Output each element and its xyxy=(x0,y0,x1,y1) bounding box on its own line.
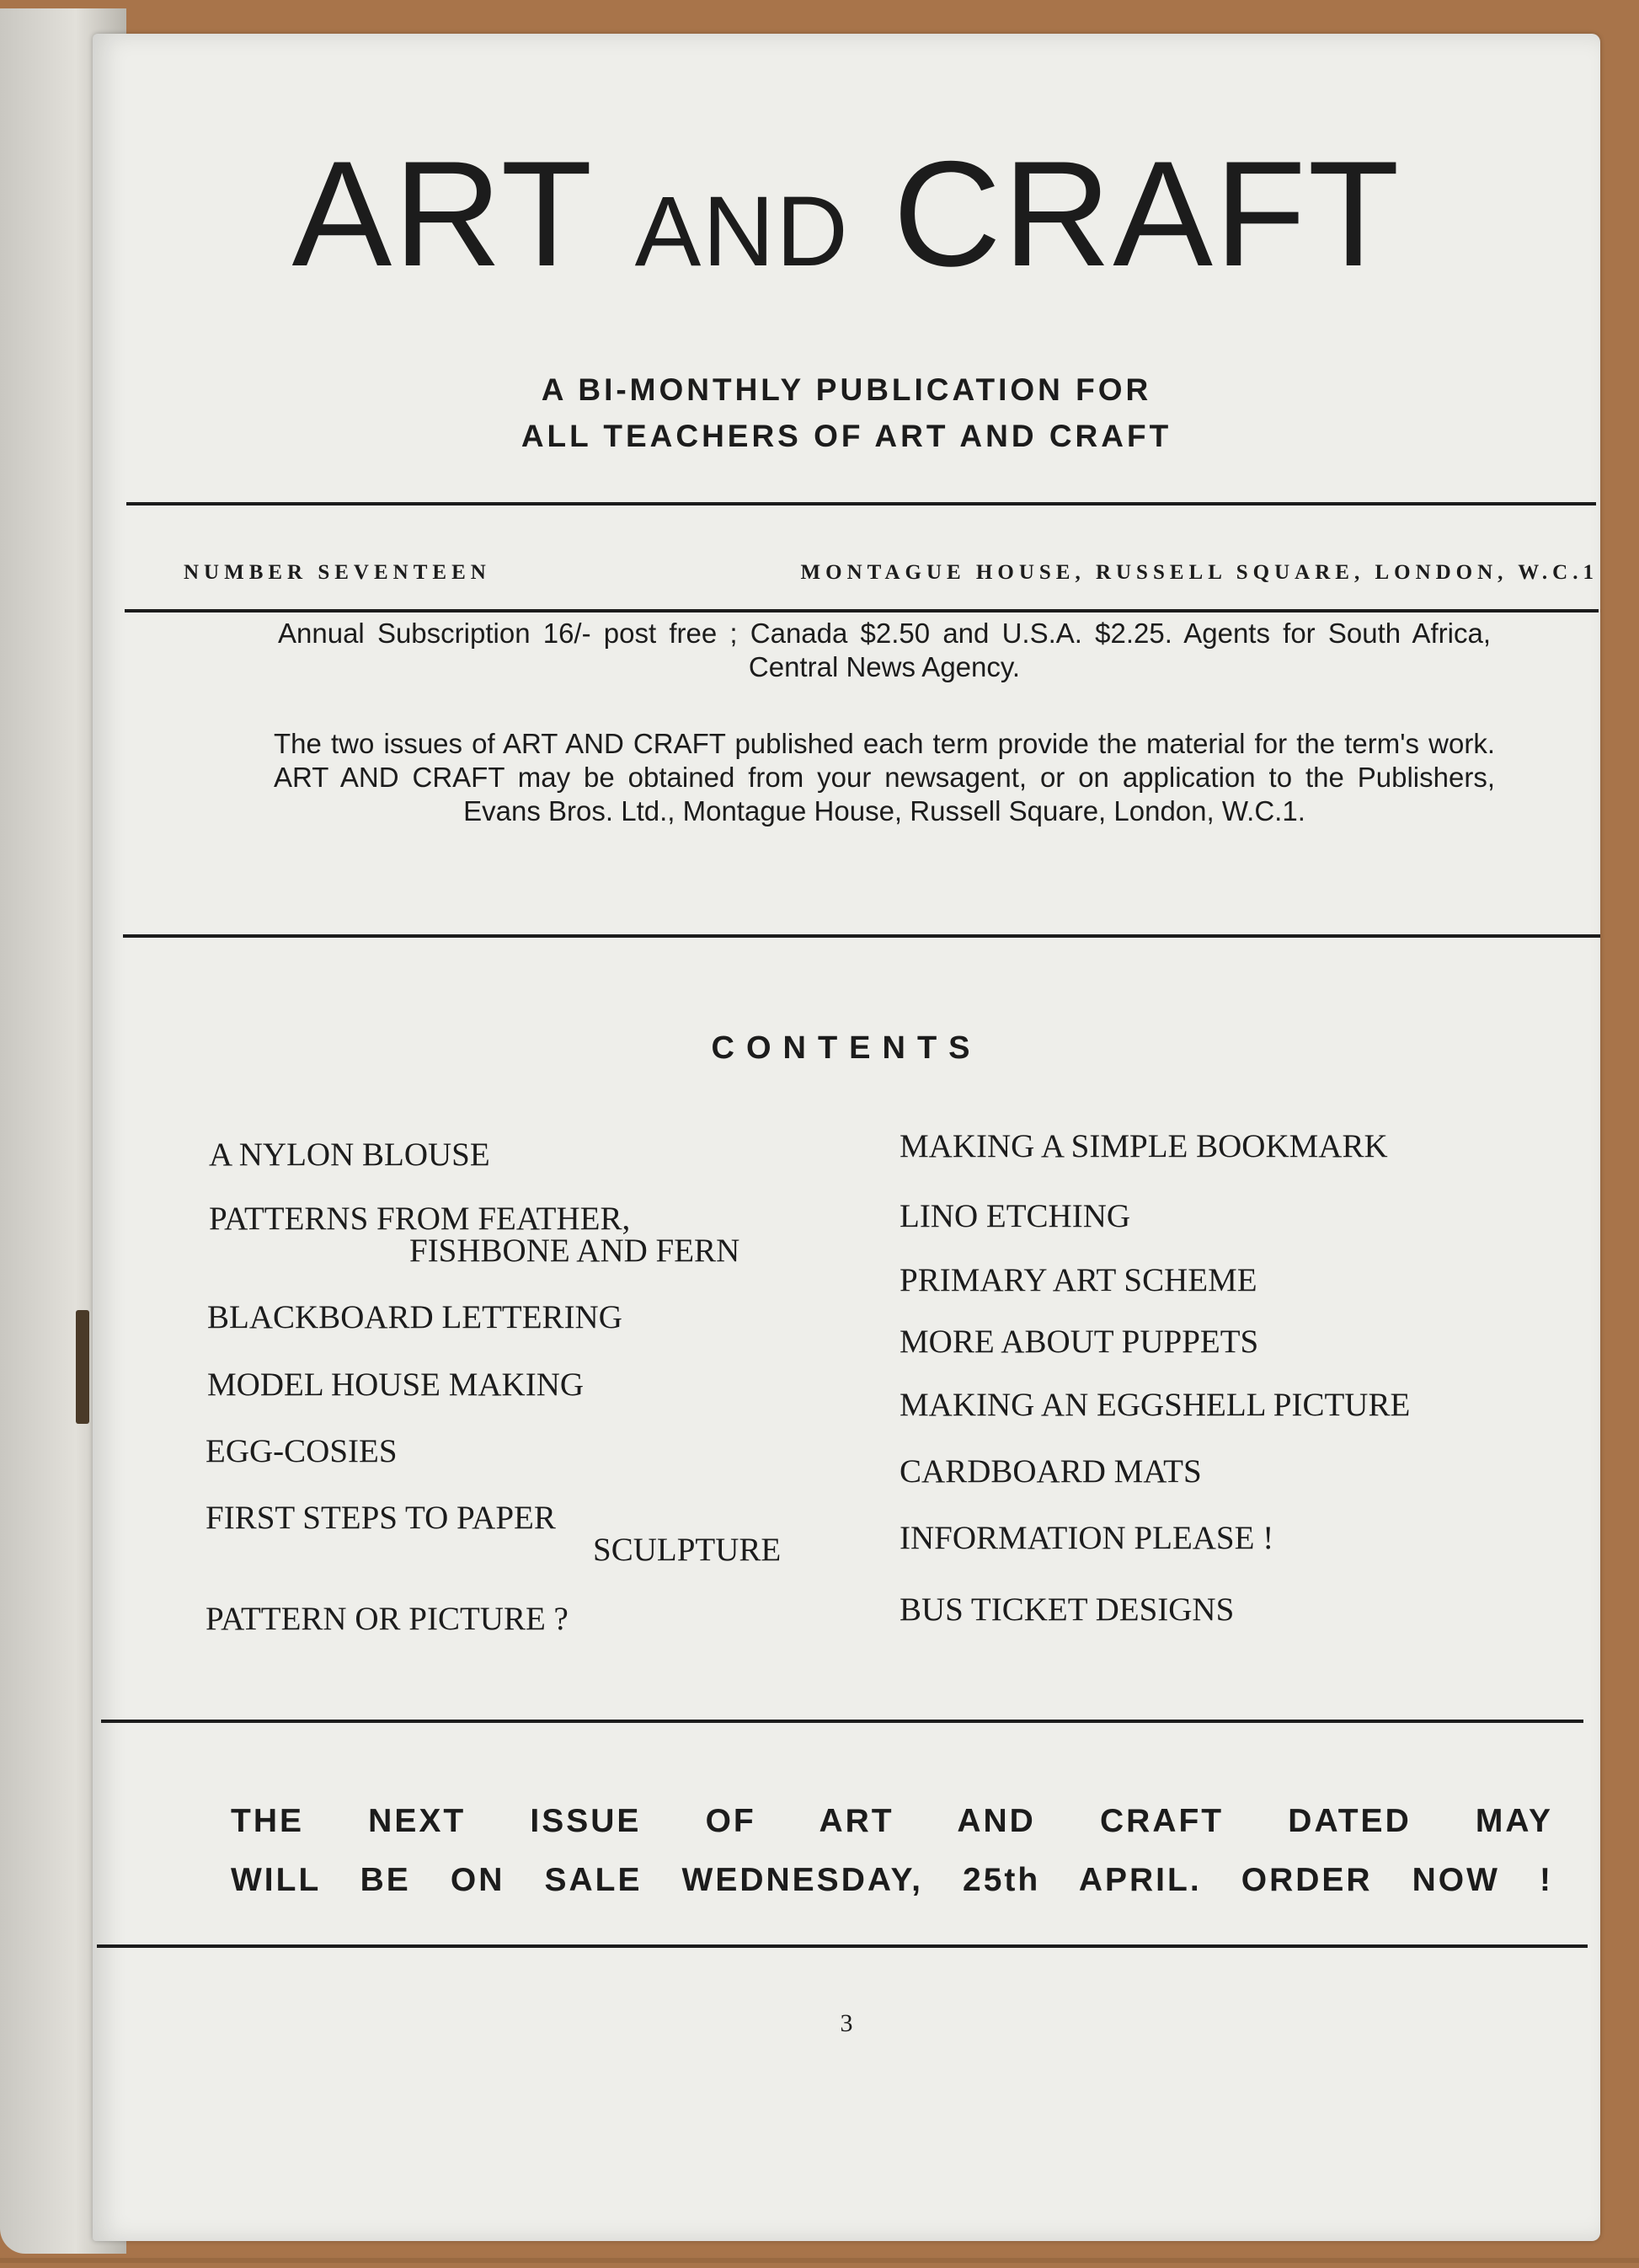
page-number: 3 xyxy=(840,2009,853,2037)
masthead-info xyxy=(184,561,1599,585)
issue-number: NUMBER SEVENTEEN xyxy=(184,561,491,584)
title-word-craft: CRAFT xyxy=(893,130,1401,297)
divider-rule xyxy=(123,934,1600,938)
contents-item: INFORMATION PLEASE ! xyxy=(900,1520,1274,1556)
divider-rule xyxy=(101,1720,1583,1723)
contents-item: MORE ABOUT PUPPETS xyxy=(900,1324,1259,1360)
subtitle-line-1: A BI-MONTHLY PUBLICATION FOR xyxy=(541,372,1152,407)
contents-item: FIRST STEPS TO PAPER SCULPTURE xyxy=(206,1500,782,1568)
about-text: The two issues of ART AND CRAFT published each term provide the material for the term's work. ART AND CRAFT may be obtained from your newsagent, or on application to the Publishers, Evans Bros. Ltd., Montague House, Russell Square, London, W.C.1. xyxy=(274,728,1495,826)
publisher-address: MONTAGUE HOUSE, RUSSELL SQUARE, LONDON, W.C.1 xyxy=(800,561,1599,584)
staple-bottom xyxy=(76,1310,89,1424)
contents-item: PATTERN OR PICTURE ? xyxy=(206,1601,569,1637)
contents-item: MODEL HOUSE MAKING xyxy=(207,1367,585,1403)
subtitle-line-2: ALL TEACHERS OF ART AND CRAFT xyxy=(521,419,1172,453)
contents-item: BUS TICKET DESIGNS xyxy=(900,1591,1235,1628)
publication-title xyxy=(93,130,1600,297)
wood-grain xyxy=(0,2258,1639,2263)
contents-item: A NYLON BLOUSE xyxy=(209,1137,490,1173)
divider-rule xyxy=(125,609,1599,612)
title-word-art: ART xyxy=(291,130,592,297)
publication-subtitle xyxy=(93,366,1600,459)
contents-item: LINO ETCHING xyxy=(900,1198,1131,1234)
next-issue-line-1: THE NEXT ISSUE OF ART AND CRAFT DATED MAY xyxy=(231,1803,1553,1839)
contents-item: EGG-COSIES xyxy=(206,1433,398,1469)
contents-item: BLACKBOARD LETTERING xyxy=(207,1299,622,1335)
divider-rule xyxy=(97,1944,1588,1948)
next-issue-line-2: WILL BE ON SALE WEDNESDAY, 25th APRIL. ORDER NOW ! xyxy=(231,1862,1553,1898)
contents-heading: CONTENTS xyxy=(711,1030,982,1066)
divider-rule xyxy=(126,502,1596,505)
contents-item: MAKING A SIMPLE BOOKMARK xyxy=(900,1128,1388,1164)
subscription-info: Annual Subscription 16/- post free ; Canada $2.50 and U.S.A. $2.25. Agents for South Africa, Central News Agency. xyxy=(278,618,1491,682)
contents-item: PATTERNS FROM FEATHER, FISHBONE AND FERN xyxy=(209,1201,740,1269)
contents-item: CARDBOARD MATS xyxy=(900,1453,1202,1490)
contents-item: MAKING AN EGGSHELL PICTURE xyxy=(900,1387,1411,1423)
contents-item: PRIMARY ART SCHEME xyxy=(900,1262,1257,1298)
title-word-and: AND xyxy=(634,176,850,287)
magazine-page xyxy=(93,34,1600,2241)
